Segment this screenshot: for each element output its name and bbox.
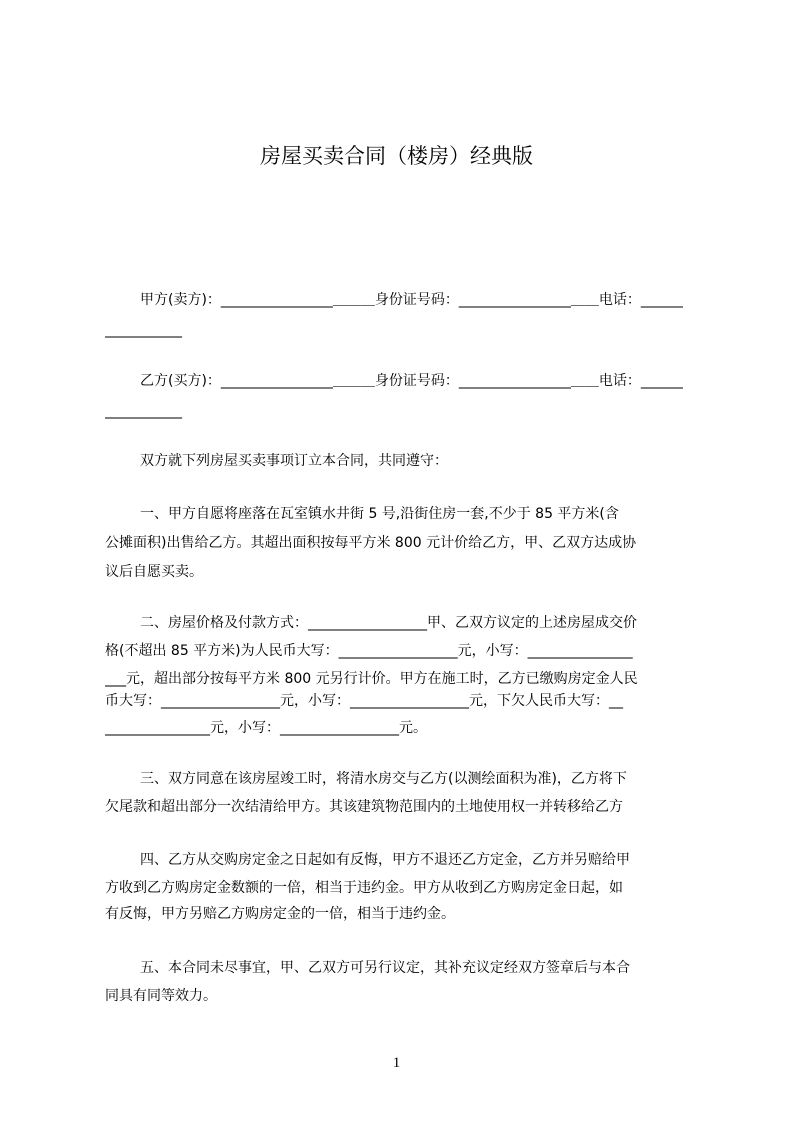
party-a-line: 甲方(卖方)：________________＿＿＿身份证号码：________________＿＿电话：______ (140, 292, 683, 308)
clause-2-line: _______________元，小写：_________________元。 (105, 720, 427, 736)
clause-2-line: 格(不超出 85 平方米)为人民币大写：_________________元，小写：_______________ (105, 643, 633, 659)
clause-3-line: 欠尾款和超出部分一次结清给甲方。其该建筑物范围内的土地使用权一并转移给乙方 (105, 799, 623, 815)
clause-2-line: 二、房屋价格及付款方式：_________________甲、乙双方议定的上述房屋成交价 (140, 615, 637, 631)
clause-4-line: 有反悔，甲方另赔乙方购房定金的一倍，相当于违约金。 (105, 906, 455, 922)
preamble: 双方就下列房屋买卖事项订立本合同，共同遵守： (140, 453, 448, 469)
party-b-line-cont: ___________ (105, 403, 182, 419)
clause-4-line: 四、乙方从交购房定金之日起如有反悔，甲方不退还乙方定金，乙方并另赔给甲 (140, 852, 630, 868)
clause-1-line: 公摊面积)出售给乙方。其超出面积按每平方米 800 元计价给乙方，甲、乙双方达成协 (105, 535, 637, 551)
clause-5-line: 同具有同等效力。 (105, 988, 217, 1004)
clause-4-line: 方收到乙方购房定金数额的一倍，相当于违约金。甲方从收到乙方购房定金日起，如 (105, 880, 623, 896)
clause-2-line: 币大写：_________________元，小写：_________________元，下欠人民币大写：__ (105, 693, 623, 709)
page-number: 1 (392, 1055, 401, 1071)
party-b-line: 乙方(买方)：________________＿＿＿身份证号码：________________＿＿电话：______ (140, 373, 683, 389)
clause-5-line: 五、本合同未尽事宜，甲、乙双方可另行议定，其补充议定经双方签章后与本合 (140, 960, 630, 976)
clause-1-line: 议后自愿买卖。 (105, 564, 203, 580)
clause-1-line: 一、甲方自愿将座落在瓦室镇水井街 5 号,沿街住房一套,不少于 85 平方米(含 (140, 506, 619, 522)
clause-2-line: ___元，超出部分按每平方米 800 元另行计价。甲方在施工时，乙方已缴购房定金人民 (105, 671, 638, 687)
clause-3-line: 三、双方同意在该房屋竣工时，将清水房交与乙方(以测绘面积为准)，乙方将下 (140, 771, 627, 787)
document-title: 房屋买卖合同（楼房）经典版 (260, 144, 533, 168)
document-body (105, 0, 703, 1122)
party-a-line-cont: ___________ (105, 322, 182, 338)
